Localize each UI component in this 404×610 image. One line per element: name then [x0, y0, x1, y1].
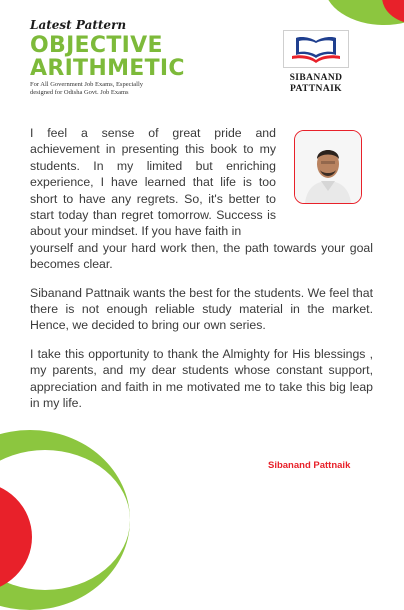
book-title: [30, 34, 200, 80]
book-title-line1: OBJECTIVE: [30, 33, 163, 58]
foreword-paragraph-2: Sibanand Pattnaik wants the best for the students. We feel that there is not enough reliable study material in the market. Hence, we decided to bring our own series.: [30, 285, 373, 333]
publisher-name-line2: PATTNAIK: [290, 84, 342, 94]
foreword-paragraph-1a: I feel a sense of great pride and achievement in presenting this book to my students. In my limited but enriching experience, I have learned that life is too short to have any regrets. So, it's better to start today than regret tomorrow. Success is about your mindset. If you have faith in: [30, 126, 276, 239]
foreword-paragraph-1b: yourself and your hard work then, the path towards your goal becomes clear.: [30, 240, 373, 272]
author-signature: Sibanand Pattnaik: [268, 460, 351, 471]
publisher-name-line1: SIBANAND: [289, 73, 343, 83]
book-header: [30, 18, 200, 96]
tagline: Latest Pattern: [30, 18, 127, 32]
publisher-name: [276, 73, 356, 95]
foreword-text: [30, 125, 373, 412]
publisher-logo: [276, 30, 356, 95]
foreword-paragraph-3: I take this opportunity to thank the Almighty for His blessings , my parents, and my dear students whose constant support, appreciation and faith in me motivated me to take this big leap in my life.: [30, 346, 373, 411]
book-title-line2: ARITHMETIC: [30, 56, 185, 81]
open-book-icon: [283, 30, 349, 68]
book-subtitle: For All Government Job Exams, Especially designed for Odisha Govt. Job Exams: [30, 81, 144, 96]
